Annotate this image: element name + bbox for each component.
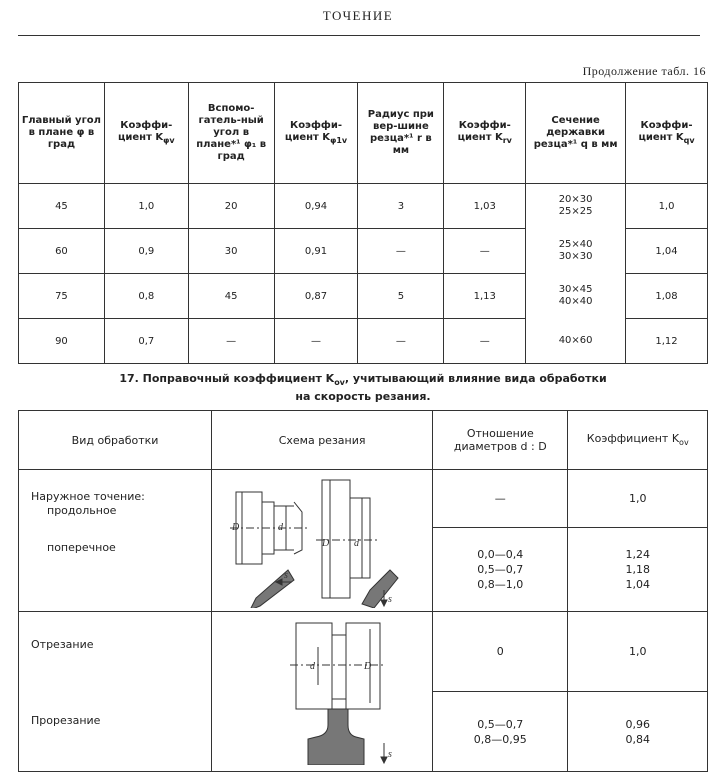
- table-17-title: 17. Поправочный коэффициент $K_{ov}$, учитывающий влияние вида обработки на скорость резания.: [119, 372, 607, 403]
- header-section: Сечение державки резца*¹ q в мм: [526, 83, 626, 184]
- cell-section: 20×30 25×25: [526, 184, 626, 229]
- table-16-header-row: [19, 83, 708, 184]
- parting-tool: [308, 709, 364, 765]
- header-schema: Схема резания: [212, 411, 433, 470]
- header-kind: Вид обработки: [19, 411, 212, 470]
- workpiece-right: [346, 623, 380, 709]
- cell-phi: 60: [19, 229, 105, 274]
- cell-phi1: 30: [188, 229, 274, 274]
- cell-ratio: 0,5—0,7 0,8—0,95: [433, 692, 568, 772]
- cell-k-phi: 1,0: [104, 184, 188, 229]
- header-radius: Радиус при вер-шине резца*¹ r в мм: [358, 83, 444, 184]
- dim-label-D: D: [322, 538, 330, 549]
- cell-phi1: 45: [188, 274, 274, 319]
- table-row: [19, 319, 708, 364]
- cell-k-q: 1,04: [626, 229, 708, 274]
- header-aux-angle: Вспомо-гатель-ный угол в плане*¹ φ₁ в град: [188, 83, 274, 184]
- cell-k-phi: 0,9: [104, 229, 188, 274]
- header-coef: Коэффициент $K_{ov}$: [568, 411, 708, 470]
- feed-arrowhead: [381, 757, 387, 763]
- cell-phi1: —: [188, 319, 274, 364]
- cell-phi1: 20: [188, 184, 274, 229]
- header-k-phi1: Коэффи-циент $K_{\varphi 1v}$: [274, 83, 358, 184]
- cell-coef: 1,0: [568, 470, 708, 528]
- workpiece-groove: [332, 635, 346, 699]
- cell-section: 30×45 40×40: [526, 274, 626, 319]
- table-row: [19, 612, 708, 692]
- table-17-header-row: [19, 411, 708, 470]
- cell-k-phi1: 0,87: [274, 274, 358, 319]
- table-row: [19, 229, 708, 274]
- dim-label-d: d: [278, 522, 284, 533]
- cell-k-q: 1,12: [626, 319, 708, 364]
- parting-schema-svg: [212, 615, 432, 765]
- cell-kind: Отрезание: [19, 612, 212, 692]
- cell-ratio: 0: [433, 612, 568, 692]
- cutter-tool: [362, 570, 398, 608]
- table-row: [19, 274, 708, 319]
- header-k-q: Коэффи-циент $K_{qv}$: [626, 83, 708, 184]
- cell-r: —: [358, 319, 444, 364]
- header-main-angle: Главный угол в плане φ в град: [19, 83, 105, 184]
- cell-coef: 1,24 1,18 1,04: [568, 527, 708, 611]
- cell-k-r: —: [444, 229, 526, 274]
- cell-k-phi1: 0,91: [274, 229, 358, 274]
- feed-arrowhead: [381, 600, 387, 606]
- table-row: [19, 184, 708, 229]
- cell-section: 25×40 30×30: [526, 229, 626, 274]
- page-header: ТОЧЕНИЕ: [322, 8, 394, 23]
- dim-label-D: D: [232, 522, 240, 533]
- cell-k-r: —: [444, 319, 526, 364]
- cell-coef: 0,96 0,84: [568, 692, 708, 772]
- cell-section: 40×60: [526, 319, 626, 364]
- feed-label-s: s: [388, 749, 393, 760]
- cell-k-q: 1,0: [626, 184, 708, 229]
- cell-r: 5: [358, 274, 444, 319]
- cell-r: —: [358, 229, 444, 274]
- cell-phi: 75: [19, 274, 105, 319]
- cell-ratio: 0,0—0,4 0,5—0,7 0,8—1,0: [433, 527, 568, 611]
- header-rule: [18, 35, 700, 36]
- cell-k-phi: 0,8: [104, 274, 188, 319]
- cell-kind: поперечное: [19, 527, 212, 611]
- feed-label-s: s: [284, 570, 289, 581]
- cell-kind: Прорезание: [19, 692, 212, 772]
- table-16: [18, 82, 708, 364]
- dim-label-d: d: [354, 538, 360, 549]
- dim-label-d: d: [310, 661, 316, 672]
- cell-k-q: 1,08: [626, 274, 708, 319]
- cell-k-phi1: 0,94: [274, 184, 358, 229]
- cell-ratio: —: [433, 470, 568, 528]
- cell-k-r: 1,03: [444, 184, 526, 229]
- turning-schema-svg: [212, 470, 432, 608]
- parting-schema-diagram: [212, 612, 433, 772]
- workpiece-right-step: [350, 498, 370, 578]
- dim-label-D: D: [364, 661, 372, 672]
- turning-schema-diagram: [212, 470, 433, 612]
- header-ratio: Отношение диаметров d : D: [433, 411, 568, 470]
- header-k-phi: Коэффи-циент $K_{\varphi v}$: [104, 83, 188, 184]
- cell-phi: 45: [19, 184, 105, 229]
- cell-coef: 1,0: [568, 612, 708, 692]
- feed-label-s: s: [388, 594, 393, 605]
- cell-k-phi1: —: [274, 319, 358, 364]
- cell-k-r: 1,13: [444, 274, 526, 319]
- cell-k-phi: 0,7: [104, 319, 188, 364]
- header-k-r: Коэффи-циент $K_{rv}$: [444, 83, 526, 184]
- cell-phi: 90: [19, 319, 105, 364]
- table-continuation-label: Продолжение табл. 16: [582, 64, 706, 78]
- table-17: [18, 410, 708, 772]
- cell-r: 3: [358, 184, 444, 229]
- table-row: [19, 470, 708, 528]
- cell-kind: Наружное точение: продольное: [19, 470, 212, 528]
